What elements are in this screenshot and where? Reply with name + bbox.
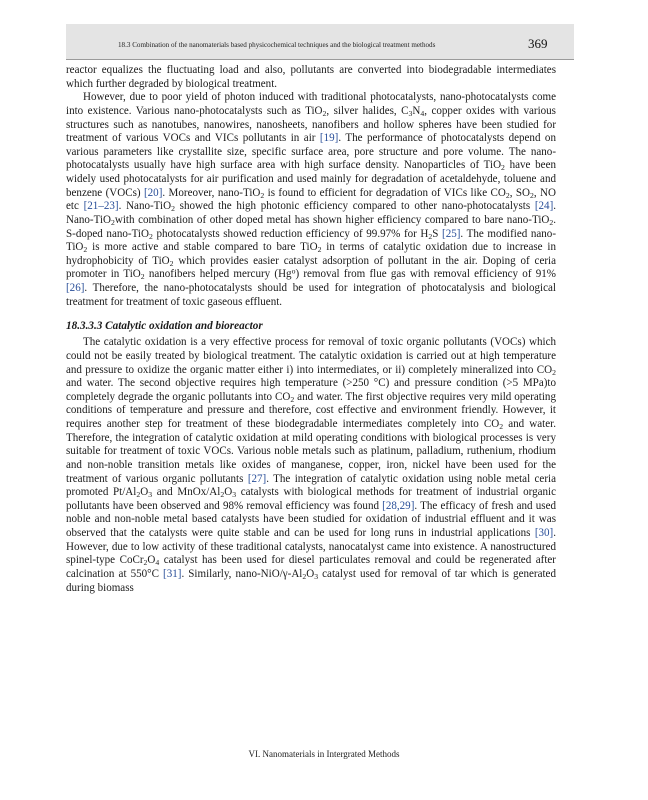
citation-link[interactable]: [31] [163, 567, 182, 580]
header-rule [66, 59, 574, 60]
paragraph-2: However, due to poor yield of photon induced with traditional photocatalysts, nano-photocatalysts come into existence. Various nano-photocatalysts such as TiO$_2$, silver halides, $C_3N_4$, copper oxides with various structures such as nanotubes, nanowires, nanosheets, nanofibers and hollow spheres have been studied for treatment of various VOCs and VICs pollutants in air [19]. The performance of photocatalysts depend on various parameters like crystallite size, specific surface area, pore structure and pore volume. The nano-photocatalysts usually have high surface area with high surface density. Nanoparticles of TiO$_2$ have been widely used photocatalysts for air purification and used mainly for degradation of acetaldehyde, toluene and benzene (VOCs) [20]. Moreover, nano-TiO$_2$ is found to efficient for degradation of VICs like $CO_2$, $SO_2$, NO etc [21–23]. Nano-TiO$_2$ showed the high photonic efficiency compared to other nano-photocatalysts [24]. Nano-TiO$_2$with combination of other doped metal has shown higher efficiency compared to bare nano-TiO$_2$. S-doped nano-TiO$_2$ photocatalysts showed reduction efficiency of 99.97% for $H_2S$ [25]. The modified nano-TiO$_2$ is more active and stable compared to bare TiO$_2$ in terms of catalytic oxidation due to increase in hydrophobicity of TiO$_2$ which provides easier catalyst adsorption of pollutant in the air. Doping of ceria promoter in TiO$_2$ nanofibers helped mercury (Hg$^o$) removal from flue gas with removal efficiency of 91% [26]. Therefore, the nano-photocatalysts should be used for integration of photocatalysis and biological treatment for treatment of toxic gaseous effluent. [66, 91, 557, 308]
citation-link[interactable]: [19] [319, 132, 339, 145]
paragraph-3: The catalytic oxidation is a very effective process for removal of toxic organic pollutants (VOCs) which could not be easily treated by biological treatment. The catalytic oxidation is carried out at high temperature and pressure to oxidize the organic matter either i) into intermediates, or ii) completely mineralized into $CO_2$ and water. The second objective requires high temperature (>250 °C) and pressure condition (>5 MPa)to completely degrade the organic pollutants into $CO_2$ and water. The first objective requires very mild operating conditions of temperature and pressure and therefore, cost effective and environment friendly. However, it requires another step for treatment of these biodegradable intermediates completely into $CO_2$ and water. Therefore, the integration of catalytic oxidation at mild operating conditions with biological processes is very suitable for treatment of toxic VOCs. Various noble metals such as platinum, palladium, ruthenium, rhodium and non-noble transition metals like oxides of manganese, copper, iron, nickel have been used for the treatment of various organic pollutants [27]. The integration of catalytic oxidation using noble metal ceria promoted $Pt/Al_2O_3$ and MnOx/$Al_2O_3$ catalysts with biological methods for treatment of industrial organic pollutants have been observed and 98% removal efficiency was found [28,29]. The efficacy of fresh and used noble and non-noble metal based catalysts have been studied for oxidation of industrial effluent and it was observed that the catalysts were quite stable and can be used for long runs in industrial applications [30]. However, due to low activity of these traditional catalysts, nanocatalyst came into existence. A nanostructured spinel-type $CoCr_2O_4$ catalyst has been used for diesel particulates removal and could be regenerated after calcination at 550°C [31]. Similarly, nano-$NiO/\gamma-Al_2O_3$ catalyst used for removal of tar which is generated during biomass [66, 336, 556, 594]
citation-link[interactable]: [28,29] [382, 499, 415, 512]
section-heading: 18.3.3.3 Catalytic oxidation and bioreactor [66, 320, 263, 333]
citation-link[interactable]: [26] [66, 282, 85, 294]
citation-link[interactable]: [27] [247, 472, 267, 485]
running-head: 18.3 Combination of the nanomaterials based physicochemical techniques and the biological treatment methods [118, 41, 436, 49]
page-number: 369 [528, 36, 548, 51]
citation-link[interactable]: [21–23] [83, 200, 119, 213]
footer-section-title: VI. Nanomaterials in Intergrated Methods [248, 749, 400, 759]
citation-link[interactable]: [25] [442, 227, 461, 240]
citation-link[interactable]: [30] [534, 527, 554, 539]
citation-link[interactable]: [24] [534, 200, 554, 213]
body-text [66, 64, 556, 595]
citation-link[interactable]: [20] [143, 186, 163, 199]
paragraph-1: reactor equalizes the fluctuating load and also, pollutants are converted into biodegradable intermediates which further degraded by biological treatment. [66, 64, 556, 90]
